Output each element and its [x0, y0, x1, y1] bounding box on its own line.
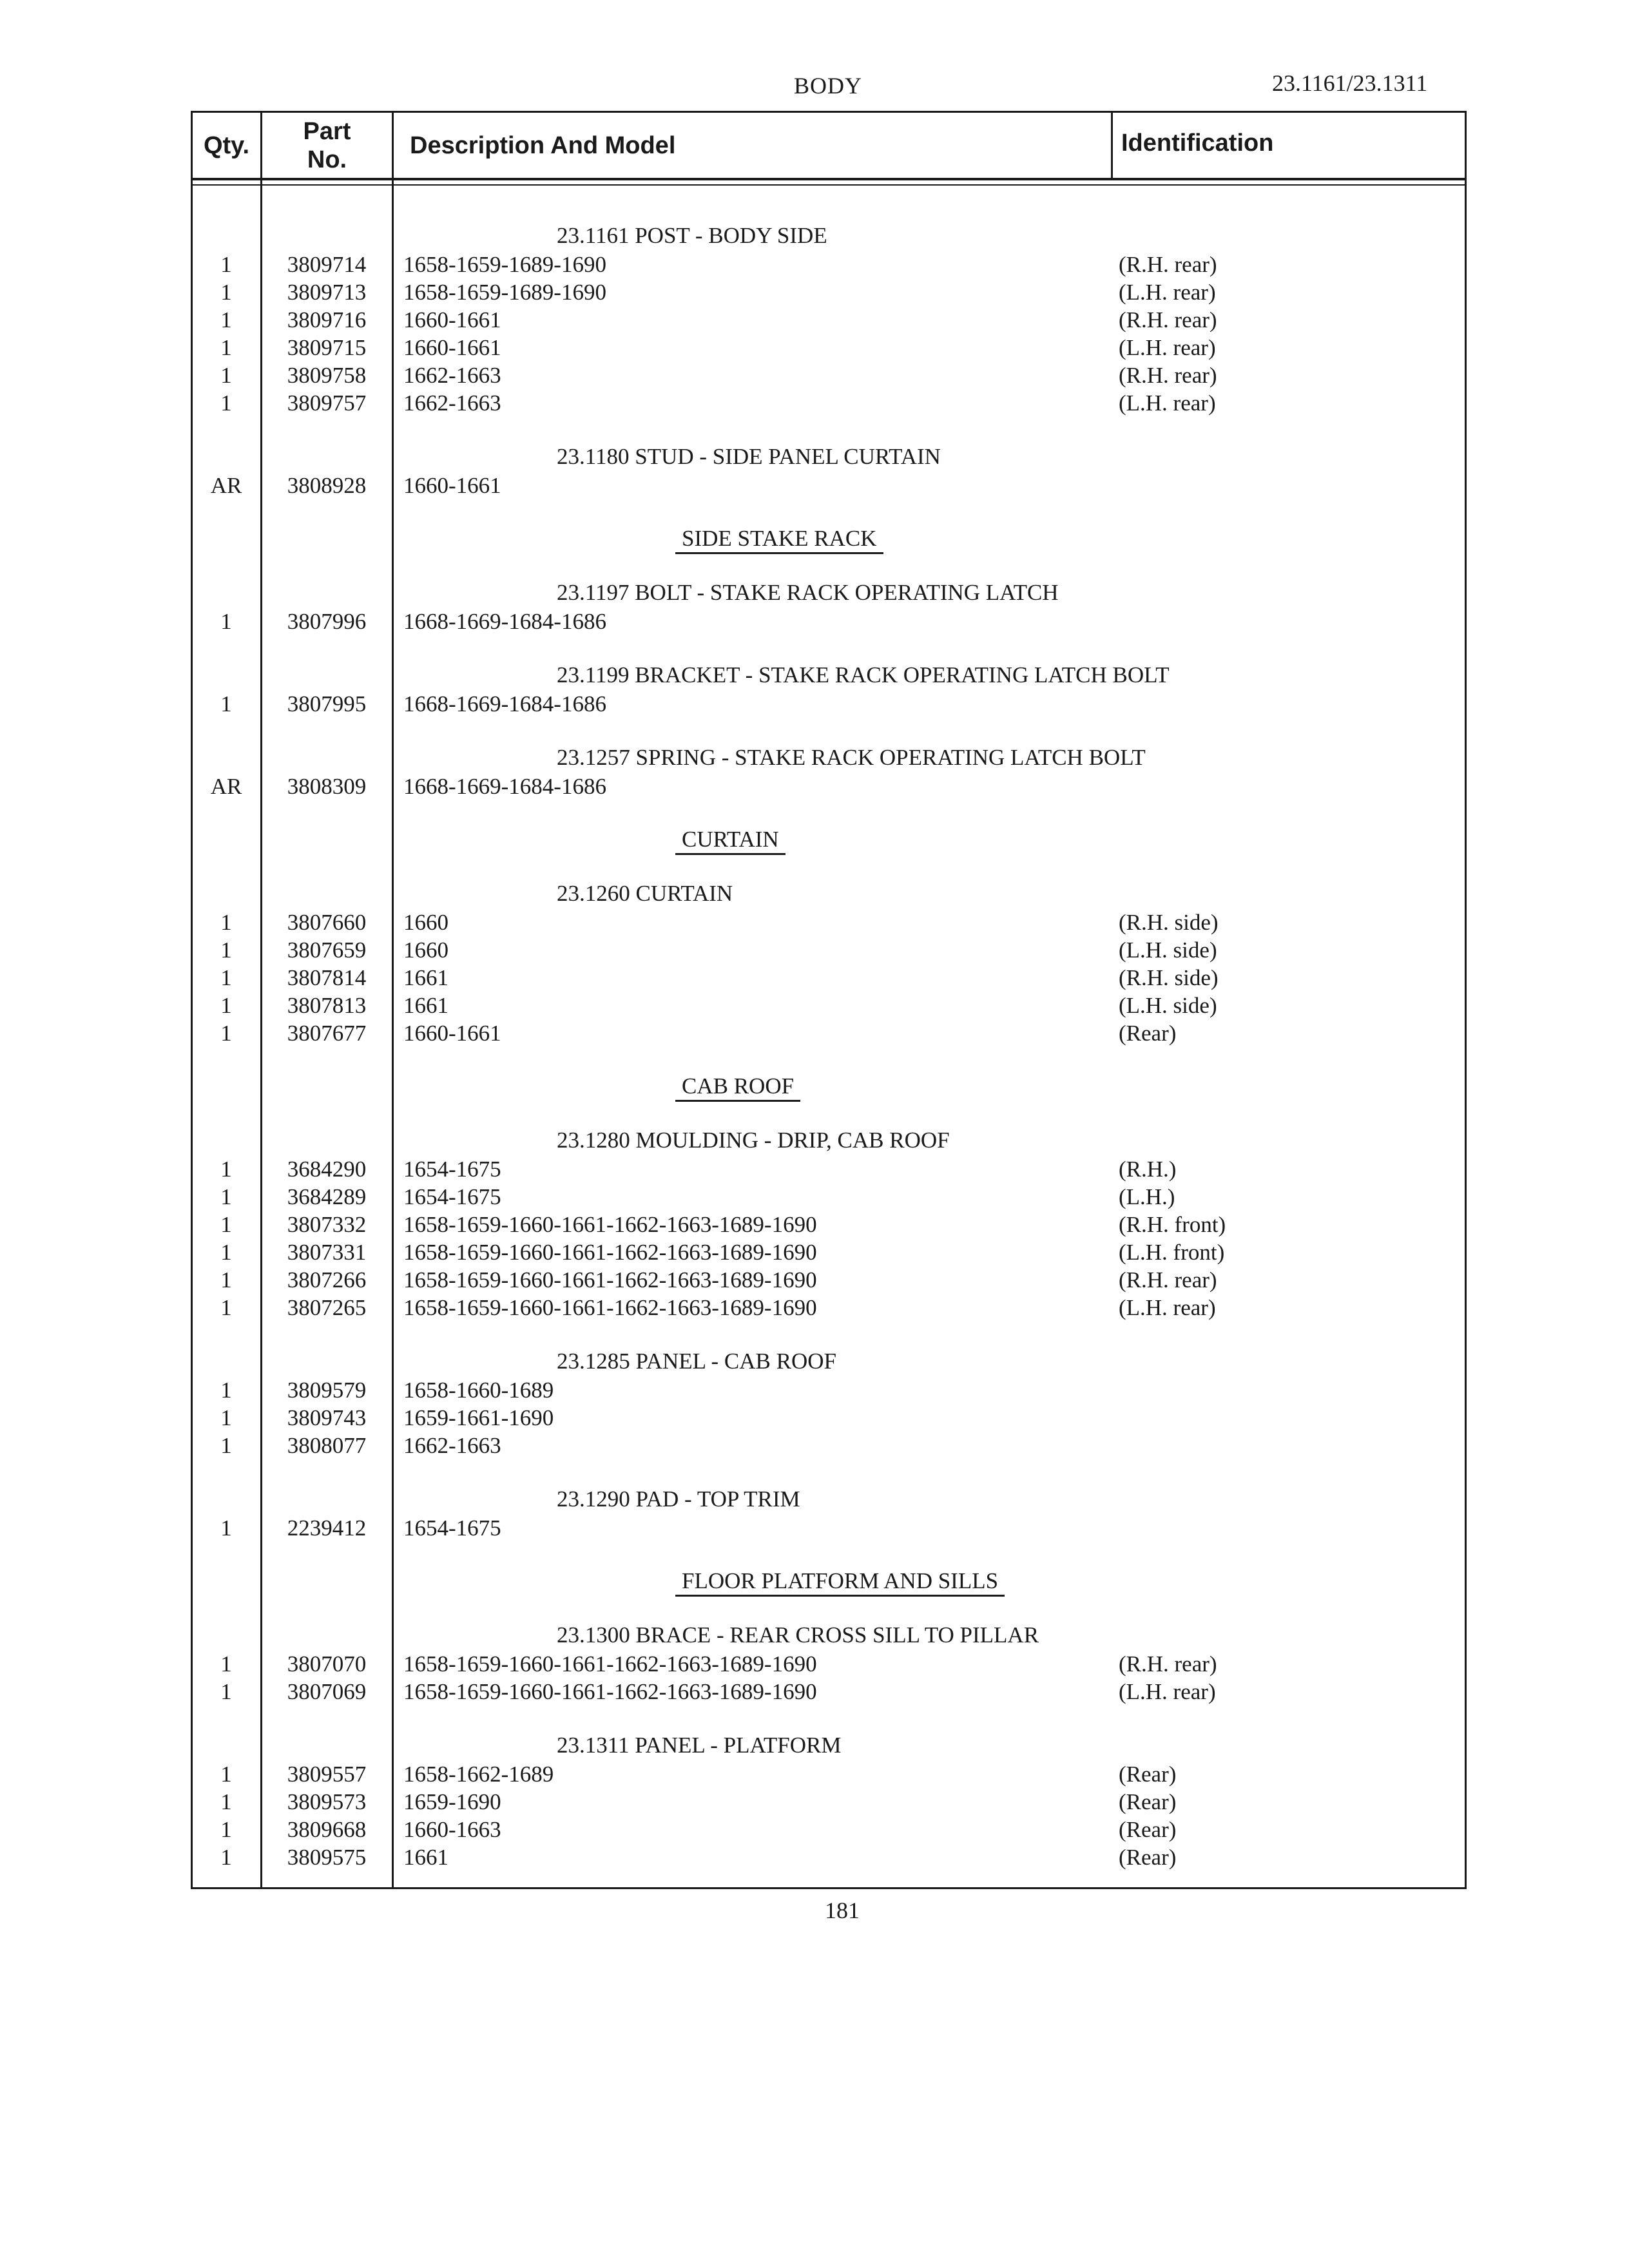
section-heading-text: CURTAIN — [675, 826, 786, 855]
table-row — [191, 992, 1467, 1020]
table-row — [191, 278, 1467, 307]
qty-cell: 1 — [220, 363, 232, 388]
column-header-qty: Qty. — [203, 132, 250, 159]
section-heading-text: SIDE STAKE RACK — [675, 525, 883, 554]
table-row — [191, 389, 1467, 418]
qty-cell: AR — [210, 473, 242, 498]
table-row — [191, 1650, 1467, 1678]
model-cell: 1658-1659-1660-1661-1662-1663-1689-1690 — [403, 1267, 817, 1293]
part-number-cell: 3809713 — [287, 280, 367, 305]
model-cell: 1660 — [403, 937, 448, 963]
catalog-group-text: 23.1280 MOULDING - DRIP, CAB ROOF — [557, 1128, 950, 1153]
identification-cell: (R.H.) — [1119, 1157, 1177, 1182]
part-number-cell: 3807265 — [287, 1295, 367, 1320]
catalog-group-text: 23.1257 SPRING - STAKE RACK OPERATING LATCH BOLT — [557, 745, 1146, 770]
catalog-group-text: 23.1199 BRACKET - STAKE RACK OPERATING LATCH BOLT — [557, 662, 1170, 687]
catalog-group-heading — [191, 1126, 1467, 1155]
qty-cell: 1 — [220, 252, 232, 277]
model-cell: 1668-1669-1684-1686 — [403, 774, 606, 799]
model-cell: 1658-1659-1660-1661-1662-1663-1689-1690 — [403, 1295, 817, 1320]
qty-cell: 1 — [220, 307, 232, 332]
section-heading — [191, 525, 1467, 553]
qty-cell: 1 — [220, 1295, 232, 1320]
table-border-top — [191, 111, 1467, 113]
part-number-cell: 3809716 — [287, 307, 367, 332]
table-row — [191, 1211, 1467, 1239]
table-row — [191, 1678, 1467, 1706]
model-cell: 1662-1663 — [403, 1433, 501, 1458]
section-heading — [191, 826, 1467, 854]
table-row — [191, 1760, 1467, 1789]
qty-cell: 1 — [220, 1378, 232, 1403]
catalog-group-heading — [191, 1731, 1467, 1760]
qty-cell: 1 — [220, 691, 232, 716]
table-row — [191, 334, 1467, 362]
qty-cell: 1 — [220, 609, 232, 634]
identification-cell: (R.H. side) — [1119, 910, 1219, 935]
table-row — [191, 1788, 1467, 1816]
model-cell: 1668-1669-1684-1686 — [403, 691, 606, 716]
model-cell: 1658-1659-1689-1690 — [403, 280, 606, 305]
catalog-group-heading — [191, 443, 1467, 471]
qty-cell: 1 — [220, 910, 232, 935]
table-row — [191, 1183, 1467, 1211]
identification-cell: (R.H. rear) — [1119, 307, 1217, 332]
model-cell: 1659-1661-1690 — [403, 1405, 554, 1430]
header-rule — [191, 178, 1467, 180]
part-number-cell: 3809668 — [287, 1817, 367, 1842]
page-header-title: BODY — [794, 73, 863, 99]
table-row — [191, 1238, 1467, 1267]
part-number-cell: 3808077 — [287, 1433, 367, 1458]
identification-cell: (Rear) — [1119, 1845, 1177, 1870]
qty-cell: 1 — [220, 1021, 232, 1046]
qty-cell: 1 — [220, 1845, 232, 1870]
header-rule-2 — [191, 184, 1467, 186]
part-number-cell: 3808928 — [287, 473, 367, 498]
table-row — [191, 1294, 1467, 1322]
catalog-group-heading — [191, 579, 1467, 607]
part-number-cell: 3807069 — [287, 1679, 367, 1704]
qty-cell: 1 — [220, 1789, 232, 1814]
table-row — [191, 1404, 1467, 1432]
model-cell: 1660-1663 — [403, 1817, 501, 1842]
part-number-cell: 3809575 — [287, 1845, 367, 1870]
model-cell: 1660-1661 — [403, 307, 501, 332]
model-cell: 1654-1675 — [403, 1157, 501, 1182]
identification-cell: (L.H. rear) — [1119, 335, 1216, 360]
table-row — [191, 690, 1467, 718]
table-row — [191, 1155, 1467, 1184]
identification-cell: (R.H. rear) — [1119, 1651, 1217, 1677]
table-row — [191, 251, 1467, 279]
model-cell: 1661 — [403, 1845, 448, 1870]
part-number-cell: 3809557 — [287, 1762, 367, 1787]
model-cell: 1654-1675 — [403, 1515, 501, 1541]
identification-cell: (L.H. side) — [1119, 993, 1217, 1018]
qty-cell: 1 — [220, 993, 232, 1018]
model-cell: 1660-1661 — [403, 473, 501, 498]
part-number-cell: 3808309 — [287, 774, 367, 799]
model-cell: 1662-1663 — [403, 390, 501, 416]
table-row — [191, 1376, 1467, 1405]
identification-cell: (Rear) — [1119, 1789, 1177, 1814]
model-cell: 1660-1661 — [403, 335, 501, 360]
part-number-cell: 3684290 — [287, 1157, 367, 1182]
catalog-group-text: 23.1180 STUD - SIDE PANEL CURTAIN — [557, 444, 941, 469]
catalog-group-text: 23.1285 PANEL - CAB ROOF — [557, 1349, 836, 1374]
model-cell: 1658-1659-1660-1661-1662-1663-1689-1690 — [403, 1212, 817, 1237]
catalog-group-text: 23.1290 PAD - TOP TRIM — [557, 1486, 800, 1512]
part-number-cell: 3807814 — [287, 965, 367, 990]
qty-cell: 1 — [220, 965, 232, 990]
section-heading — [191, 1568, 1467, 1596]
catalog-group-heading — [191, 1347, 1467, 1376]
table-row — [191, 1432, 1467, 1460]
identification-cell: (L.H. rear) — [1119, 1679, 1216, 1704]
part-number-cell: 3807070 — [287, 1651, 367, 1677]
part-number-cell: 3807996 — [287, 609, 367, 634]
catalog-group-text: 23.1260 CURTAIN — [557, 881, 733, 906]
parts-table — [191, 111, 1467, 1889]
model-cell: 1662-1663 — [403, 363, 501, 388]
part-number-cell: 3807677 — [287, 1021, 367, 1046]
catalog-group-text: 23.1300 BRACE - REAR CROSS SILL TO PILLAR — [557, 1622, 1039, 1648]
catalog-group-text: 23.1161 POST - BODY SIDE — [557, 223, 827, 248]
identification-cell: (L.H. rear) — [1119, 390, 1216, 416]
model-cell: 1658-1659-1660-1661-1662-1663-1689-1690 — [403, 1651, 817, 1677]
qty-cell: AR — [210, 774, 242, 799]
part-number-cell: 3809573 — [287, 1789, 367, 1814]
identification-cell: (L.H.) — [1119, 1184, 1175, 1209]
identification-cell: (Rear) — [1119, 1762, 1177, 1787]
qty-cell: 1 — [220, 1157, 232, 1182]
table-row — [191, 1019, 1467, 1048]
part-number-cell: 3807813 — [287, 993, 367, 1018]
part-number-cell: 3809579 — [287, 1378, 367, 1403]
model-cell: 1654-1675 — [403, 1184, 501, 1209]
part-number-cell: 3809714 — [287, 252, 367, 277]
model-cell: 1658-1659-1689-1690 — [403, 252, 606, 277]
table-row — [191, 1816, 1467, 1844]
table-row — [191, 1514, 1467, 1542]
catalog-group-heading — [191, 879, 1467, 908]
identification-cell: (L.H. side) — [1119, 937, 1217, 963]
model-cell: 1658-1659-1660-1661-1662-1663-1689-1690 — [403, 1240, 817, 1265]
part-number-cell: 3684289 — [287, 1184, 367, 1209]
page-header-code: 23.1161/23.1311 — [1272, 70, 1428, 96]
identification-cell: (Rear) — [1119, 1817, 1177, 1842]
table-row — [191, 608, 1467, 636]
section-heading — [191, 1073, 1467, 1101]
model-cell: 1661 — [403, 965, 448, 990]
catalog-group-heading — [191, 222, 1467, 250]
table-border-bottom — [191, 1887, 1467, 1889]
table-row — [191, 773, 1467, 801]
model-cell: 1668-1669-1684-1686 — [403, 609, 606, 634]
qty-cell: 1 — [220, 1817, 232, 1842]
table-row — [191, 306, 1467, 334]
part-number-cell: 3807332 — [287, 1212, 367, 1237]
table-row — [191, 936, 1467, 965]
part-number-cell: 3809757 — [287, 390, 367, 416]
part-number-cell: 3807659 — [287, 937, 367, 963]
qty-cell: 1 — [220, 1184, 232, 1209]
catalog-group-heading — [191, 1621, 1467, 1649]
section-heading-text: FLOOR PLATFORM AND SILLS — [675, 1568, 1005, 1597]
table-row — [191, 1266, 1467, 1294]
part-number-cell: 3809758 — [287, 363, 367, 388]
part-number-cell: 3807266 — [287, 1267, 367, 1293]
catalog-group-heading — [191, 744, 1467, 772]
identification-cell: (R.H. rear) — [1119, 1267, 1217, 1293]
identification-cell: (Rear) — [1119, 1021, 1177, 1046]
qty-cell: 1 — [220, 1762, 232, 1787]
catalog-group-heading — [191, 661, 1467, 689]
model-cell: 1658-1660-1689 — [403, 1378, 554, 1403]
catalog-group-text: 23.1197 BOLT - STAKE RACK OPERATING LATCH — [557, 580, 1059, 605]
qty-cell: 1 — [220, 1267, 232, 1293]
qty-cell: 1 — [220, 335, 232, 360]
catalog-group-text: 23.1311 PANEL - PLATFORM — [557, 1733, 842, 1758]
part-number-cell: 3807995 — [287, 691, 367, 716]
table-row — [191, 361, 1467, 390]
model-cell: 1660 — [403, 910, 448, 935]
table-row — [191, 1843, 1467, 1872]
part-number-cell: 3807660 — [287, 910, 367, 935]
part-number-cell: 3807331 — [287, 1240, 367, 1265]
qty-cell: 1 — [220, 1515, 232, 1541]
qty-cell: 1 — [220, 1651, 232, 1677]
part-number-cell: 3809715 — [287, 335, 367, 360]
identification-cell: (R.H. front) — [1119, 1212, 1226, 1237]
qty-cell: 1 — [220, 1240, 232, 1265]
model-cell: 1658-1659-1660-1661-1662-1663-1689-1690 — [403, 1679, 817, 1704]
qty-cell: 1 — [220, 1405, 232, 1430]
part-number-cell: 3809743 — [287, 1405, 367, 1430]
catalog-group-heading — [191, 1485, 1467, 1514]
column-header-description: Description And Model — [410, 132, 676, 159]
qty-cell: 1 — [220, 280, 232, 305]
qty-cell: 1 — [220, 937, 232, 963]
part-number-cell: 2239412 — [287, 1515, 367, 1541]
identification-cell: (L.H. front) — [1119, 1240, 1225, 1265]
identification-cell: (R.H. rear) — [1119, 252, 1217, 277]
col-sep-desc — [1111, 111, 1113, 180]
column-header-identification: Identification — [1121, 130, 1274, 157]
qty-cell: 1 — [220, 390, 232, 416]
identification-cell: (R.H. rear) — [1119, 363, 1217, 388]
identification-cell: (L.H. rear) — [1119, 1295, 1216, 1320]
model-cell: 1659-1690 — [403, 1789, 501, 1814]
page-number: 181 — [825, 1898, 860, 1923]
table-row — [191, 964, 1467, 992]
table-row — [191, 908, 1467, 937]
qty-cell: 1 — [220, 1433, 232, 1458]
qty-cell: 1 — [220, 1212, 232, 1237]
identification-cell: (R.H. side) — [1119, 965, 1219, 990]
table-row — [191, 472, 1467, 500]
identification-cell: (L.H. rear) — [1119, 280, 1216, 305]
qty-cell: 1 — [220, 1679, 232, 1704]
model-cell: 1660-1661 — [403, 1021, 501, 1046]
column-header-part: Part No. — [303, 118, 351, 173]
section-heading-text: CAB ROOF — [675, 1073, 800, 1102]
model-cell: 1658-1662-1689 — [403, 1762, 554, 1787]
model-cell: 1661 — [403, 993, 448, 1018]
